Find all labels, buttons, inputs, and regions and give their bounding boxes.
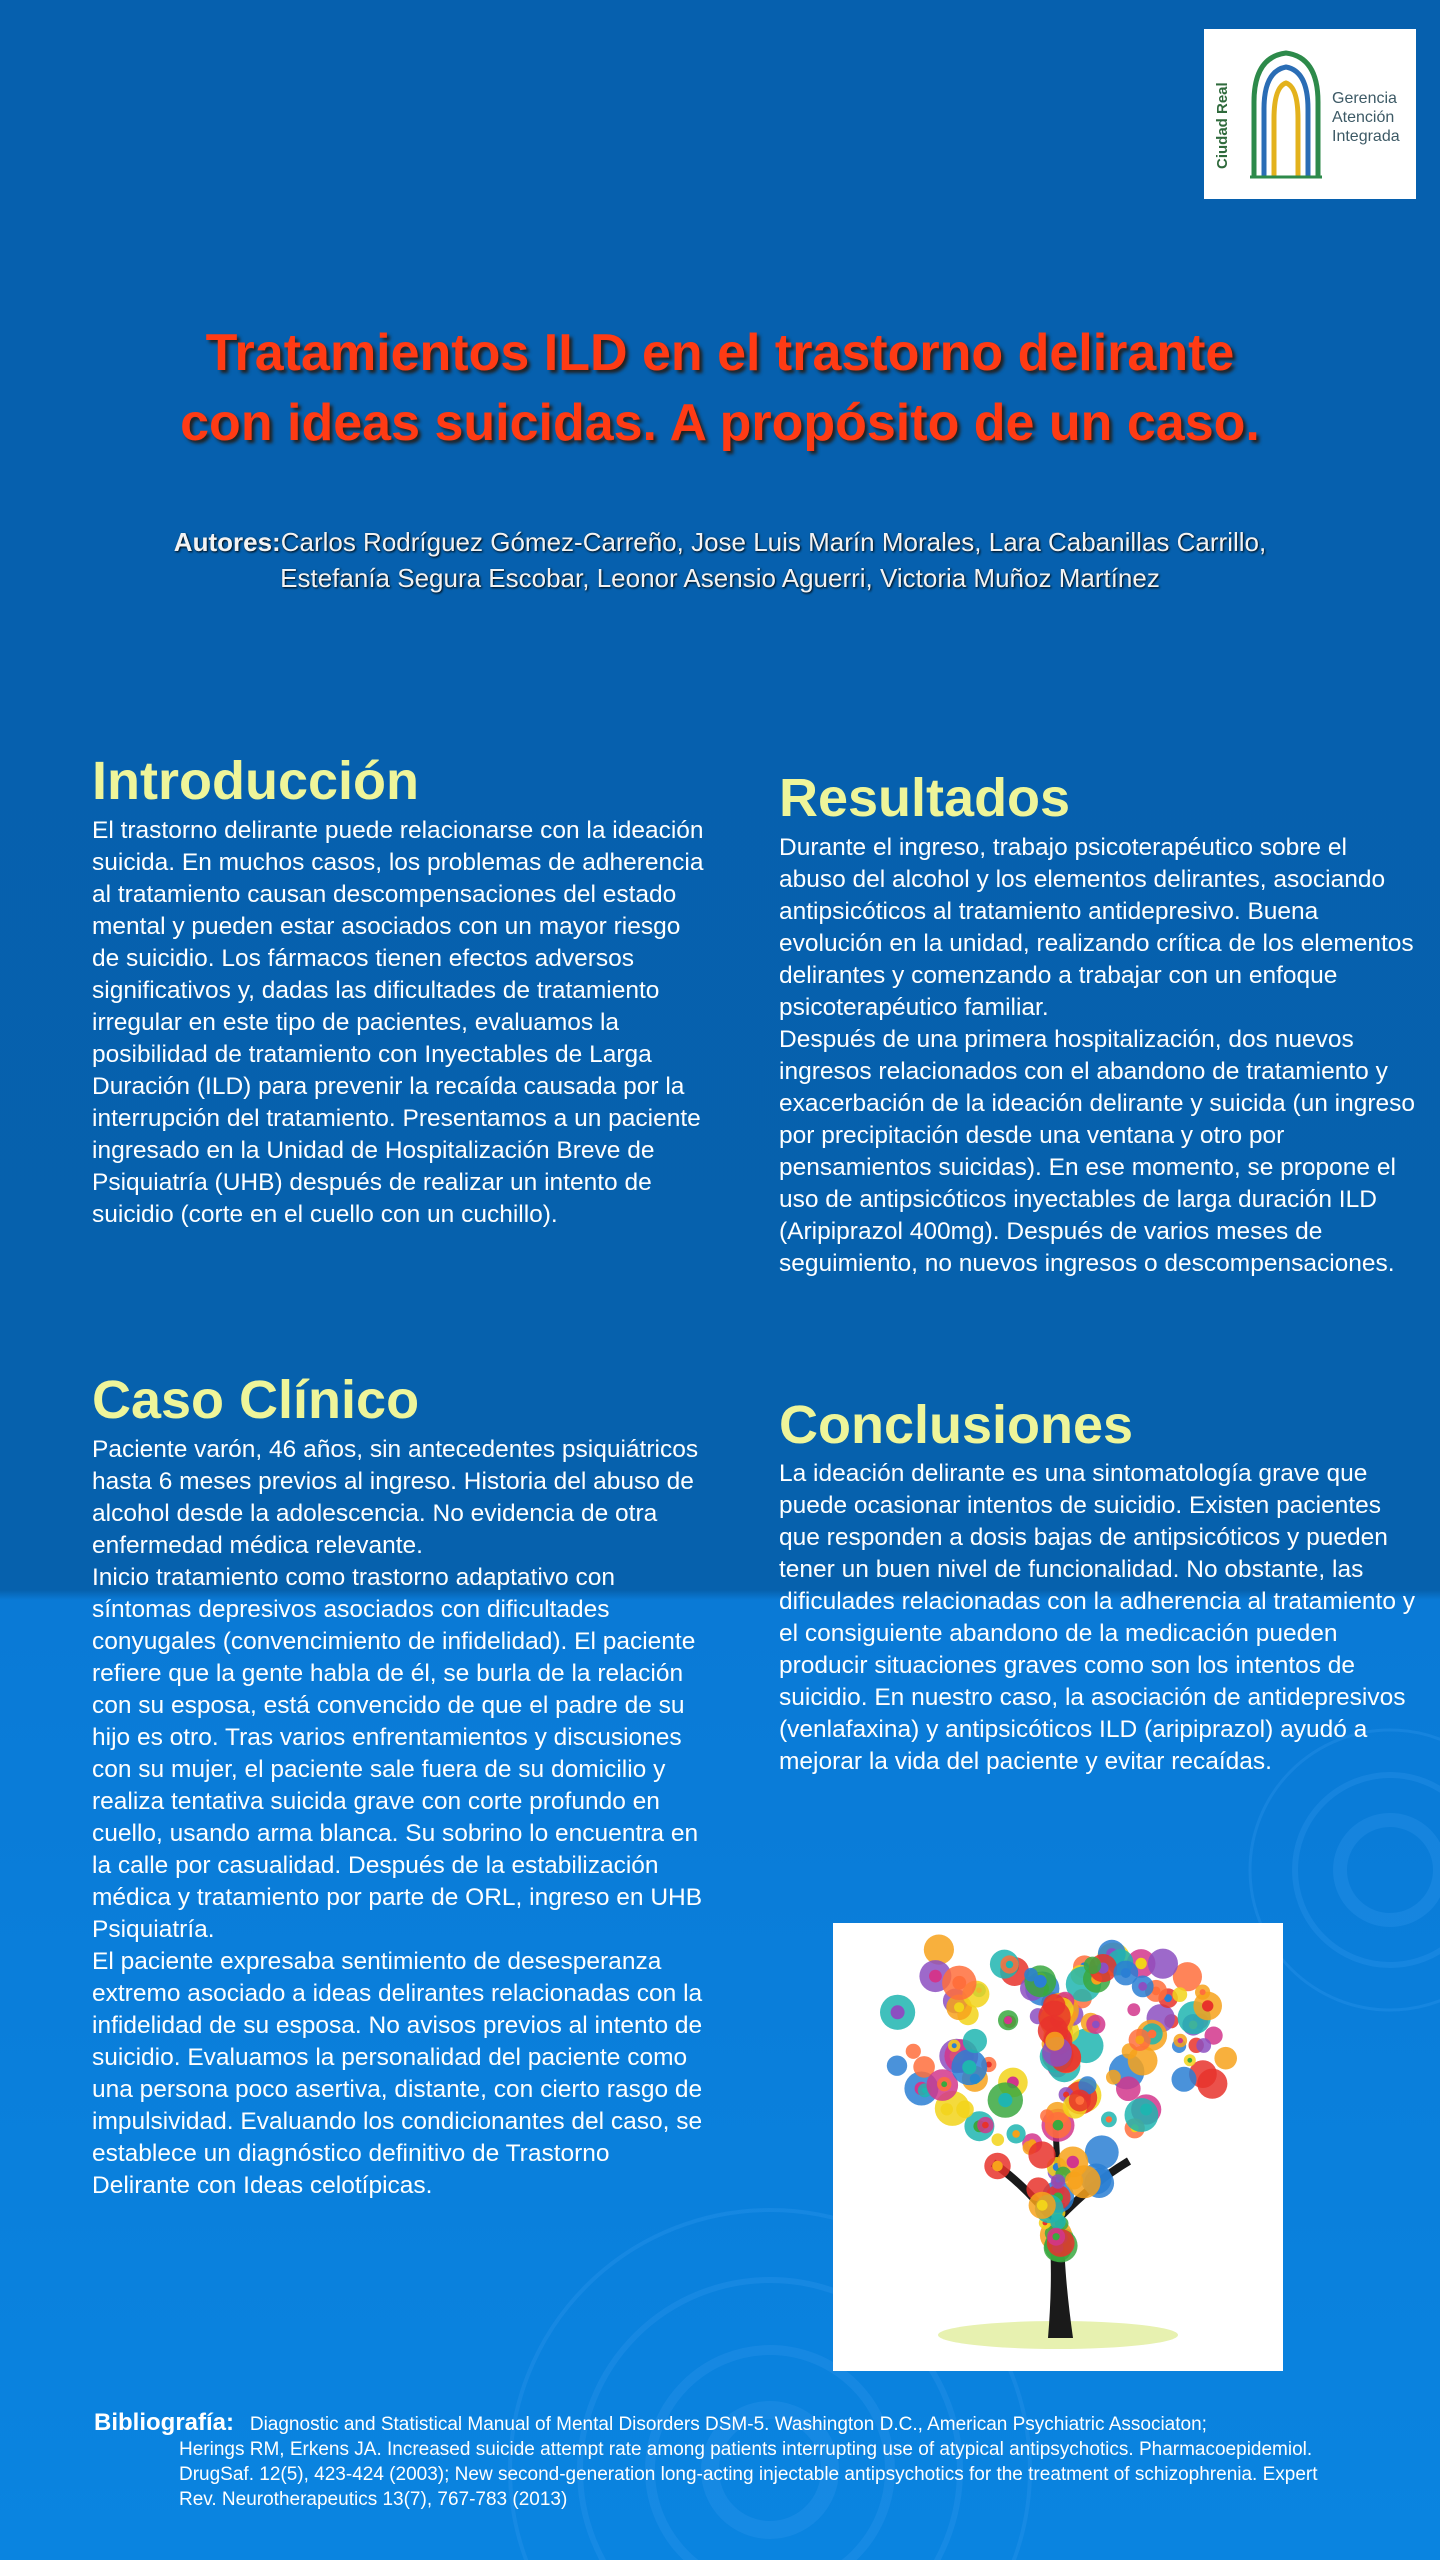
resultados-text xyxy=(779,832,1419,1280)
authors-block xyxy=(60,524,1380,596)
authors-label: Autores: xyxy=(173,527,281,557)
conclusiones-heading: Conclusiones xyxy=(779,1395,1134,1455)
bibliografia-label: Bibliografía xyxy=(94,2409,227,2436)
title-line-2: con ideas suicidas. A propósito de un caso. xyxy=(180,394,1260,452)
introduccion-paragraph: El trastorno delirante puede relacionarse con la ideación suicida. En muchos casos, los problemas de adherencia al tratamiento causan descompensaciones del estado mental y pueden estar asociados con un mayor riesgo de suicidio. Los fármacos tienen efectos adversos significativos y, dadas las dificultades de tratamiento irregular en este tipo de pacientes, evaluamos la posibilidad de tratamiento con Inyectables de Larga Duración (ILD) para prevenir la recaída causada por la interrupción del tratamiento. Presentamos a un paciente ingresado en la Unidad de Hospitalización Breve de Psiquiatría (UHB) después de realizar un intento de suicidio (corte en el cuello con un cuchillo). xyxy=(92,817,704,1228)
authors-line-1: Carlos Rodríguez Gómez-Carreño, Jose Luis Marín Morales, Lara Cabanillas Carrillo, xyxy=(280,527,1267,557)
institution-logo xyxy=(1204,29,1416,199)
caso-heading: Caso Clínico xyxy=(92,1370,420,1430)
ciudad-real-arch-logo xyxy=(1224,47,1328,181)
caso-text xyxy=(92,1434,714,2202)
resultados-paragraph-1: Durante el ingreso, trabajo psicoterapéutico sobre el abuso del alcohol y los elementos delirantes, asociando antipsicóticos al tratamiento antidepresivo. Buena evolución en la unidad, realizando crítica de los elementos delirantes y comenzando a trabajar con un enfoque psicoterapéutico familiar. xyxy=(779,834,1414,1021)
logo-vertical-text: Ciudad Real xyxy=(1214,82,1231,169)
logo-line-3: Integrada xyxy=(1332,128,1400,145)
bibliografia-line-1: Diagnostic and Statistical Manual of Mental Disorders DSM-5. Washington D.C., American Psychiatric Associaton; xyxy=(249,2414,1207,2435)
bibliografia-block: Bibliografía: Diagnostic and Statistical Manual of Mental Disorders DSM-5. Washington D.C., American Psychiatric Associaton; Herings RM, Erkens JA. Increased suicide attempt rate among patients interrupting use of atypical antipsychotics. Pharmacoepidemiol. DrugSaf. 12(5), 423-424 (2003); New second-generation long-acting injectable antipsychotics for the treatment of schizophrenia. Expert Rev. Neurotherapeutics 13(7), 767-783 (2013) xyxy=(94,2410,1334,2512)
logo-line-2: Atención xyxy=(1332,109,1395,126)
caso-paragraph-2: Inicio tratamiento como trastorno adaptativo con síntomas depresivos asociados con dificultades conyugales (convencimiento de infidelidad). El paciente refiere que la gente habla de él, se burla de la relación con su esposa, está convencido de que el padre de su hijo es otro. Tras varios enfrentamientos y discusiones con su mujer, el paciente sale fuera de su domicilio y realiza tentativa suicida grave con corte profundo en cuello, usando arma blanca. Su sobrino lo encuentra en la calle por casualidad. Después de la estabilización médica y tratamiento por parte de ORL, ingreso en UHB Psiquiatría. xyxy=(92,1564,703,1943)
introduccion-heading: Introducción xyxy=(92,751,419,811)
resultados-heading: Resultados xyxy=(779,768,1071,828)
title-line-1: Tratamientos ILD en el trastorno delirante xyxy=(205,324,1235,382)
heart-tree-illustration xyxy=(833,1923,1283,2371)
caso-paragraph-1: Paciente varón, 46 años, sin antecedentes psiquiátricos hasta 6 meses previos al ingreso. Historia del abuso de alcohol desde la adolescencia. No evidencia de otra enfermedad médica relevante. xyxy=(92,1436,699,1559)
introduccion-text xyxy=(92,815,714,1231)
logo-line-1: Gerencia xyxy=(1332,90,1397,107)
caso-paragraph-3: El paciente expresaba sentimiento de desesperanza extremo asociado a ideas delirantes relacionadas con la infidelidad de su esposa. No avisos previos al intento de suicidio. Evaluamos la personalidad del paciente como una persona poco asertiva, distante, con cierto rasgo de impulsividad. Evaluando los condicionantes del caso, se establece un diagnóstico definitivo de Trastorno Delirante con Ideas celotípicas. xyxy=(92,1948,703,2199)
conclusiones-paragraph: La ideación delirante es una sintomatología grave que puede ocasionar intentos de suicidio. Existen pacientes que responden a dosis bajas de antipsicóticos y pueden tener un buen nivel de funcionalidad. No obstante, las dificulades relacionadas con la adherencia al tratamiento y el consiguiente abandono de la medicación pueden producir situaciones graves como son los intentos de suicidio. En nuestro caso, la asociación de antidepresivos (venlafaxina) y antipsicóticos ILD (aripiprazol) ayudó a mejorar la vida del paciente y evitar recaídas. xyxy=(779,1460,1416,1775)
resultados-paragraph-2: Después de una primera hospitalización, dos nuevos ingresos relacionados con el abandono de tratamiento y exacerbación de la ideación delirante y suicida (un ingreso por precipitación desde una ventana y otro por pensamientos suicidas). En ese momento, se propone el uso de antipsicóticos inyectables de larga duración ILD (Aripiprazol 400mg). Después de varios meses de seguimiento, no nuevos ingresos o descompensaciones. xyxy=(779,1026,1416,1277)
bibliografia-rest: Herings RM, Erkens JA. Increased suicide attempt rate among patients interrupting use of atypical antipsychotics. Pharmacoepidemiol. DrugSaf. 12(5), 423-424 (2003); New second-generation long-acting injectable antipsychotics for the treatment of schizophrenia. Expert Rev. Neurotherapeutics 13(7), 767-783 (2013) xyxy=(179,2439,1318,2510)
authors-line-2: Estefanía Segura Escobar, Leonor Asensio Aguerri, Victoria Muñoz Martínez xyxy=(280,563,1160,593)
conclusiones-text xyxy=(779,1458,1419,1778)
poster-title xyxy=(40,318,1400,458)
